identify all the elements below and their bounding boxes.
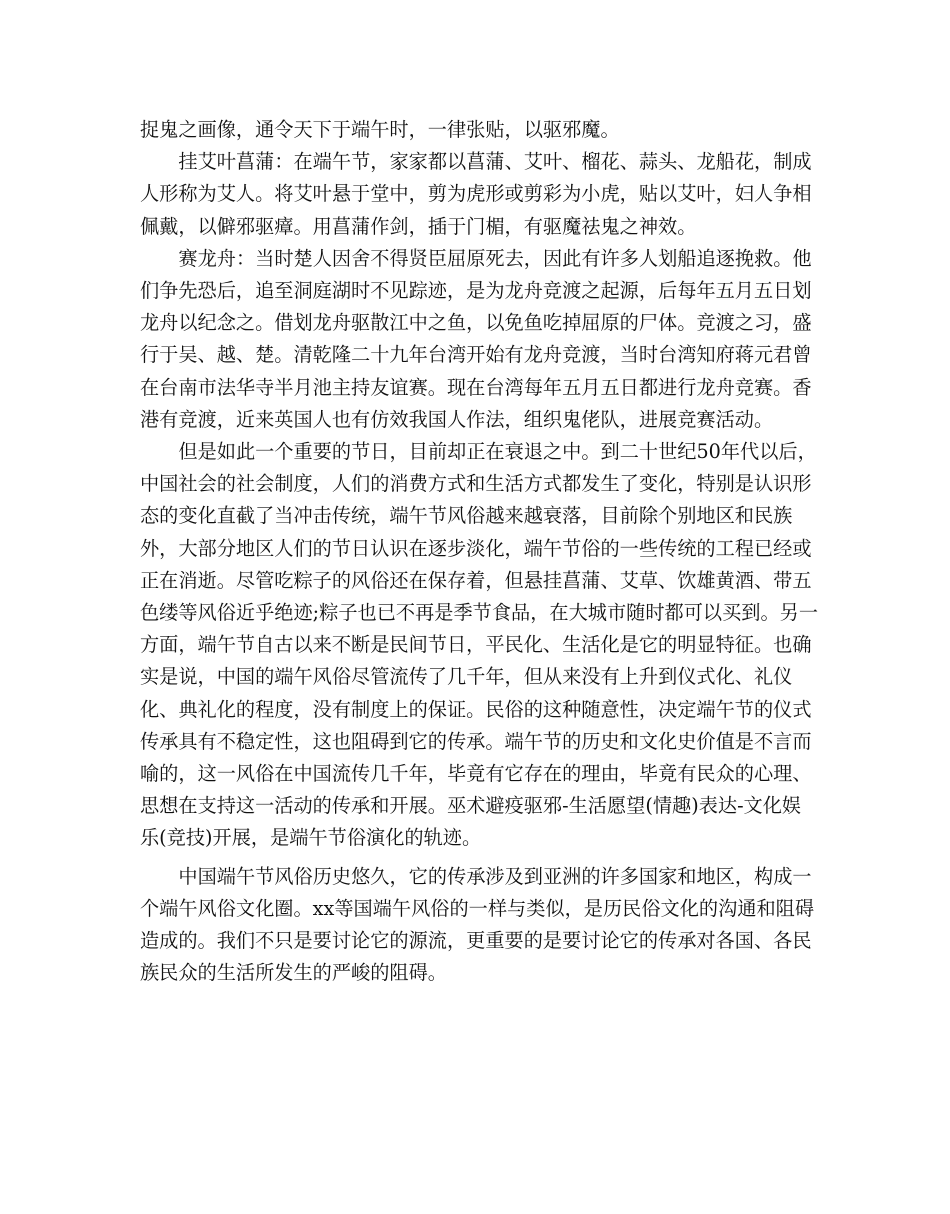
paragraph-continuation: 捉鬼之画像，通令天下于端午时，一律张贴，以驱邪魔。 [140, 118, 620, 141]
paragraph-culture-circle: 中国端午节风俗历史悠久，它的传承涉及到亚洲的许多国家和地区，构成一个端午风俗文化圈。xx等国端午风俗的一样与类似，是历民俗文化的沟通和阻碍造成的。我们不只是要讨论它的源流，更重要的是要讨论它的传承对各国、各民族民众的生活所发生的严峻的阻碍。 [140, 864, 815, 985]
paragraph-hang-mugwort: 挂艾叶菖蒲：在端午节，家家都以菖蒲、艾叶、榴花、蒜头、龙船花，制成人形称为艾人。将艾叶悬于堂中，剪为虎形或剪彩为小虎，贴以艾叶，妇人争相佩戴，以僻邪驱瘴。用菖蒲作剑，插于门楣，有驱魔祛鬼之神效。 [140, 150, 812, 238]
paragraph-decline: 但是如此一个重要的节日，目前却正在衰退之中。到二十世纪50年代以后，中国社会的社会制度，人们的消费方式和生活方式都发生了变化，特别是认识形态的变化直截了当冲击传统，端午节风俗越来越衰落，目前除个别地区和民族外，大部分地区人们的节日认识在逐步淡化，端午节俗的一些传统的工程已经或正在消逝。尽管吃粽子的风俗还在保存着，但悬挂菖蒲、艾草、饮雄黄酒、带五色缕等风俗近乎绝迹;粽子也已不再是季节食品，在大城市随时都可以买到。另一方面，端午节自古以来不断是民间节日，平民化、生活化是它的明显特征。也确实是说，中国的端午风俗尽管流传了几千年，但从来没有上升到仪式化、礼仪化、典礼化的程度，没有制度上的保证。民俗的这种随意性，决定端午节的仪式传承具有不稳定性，这也阻碍到它的传承。端午节的历史和文化史价值是不言而喻的，这一风俗在中国流传几千年，毕竟有它存在的理由，毕竟有民众的心理、思想在支持这一活动的传承和开展。巫术避疫驱邪-生活愿望(情趣)表达-文化娱乐(竞技)开展，是端午节俗演化的轨迹。 [140, 440, 819, 850]
document-body [140, 114, 820, 989]
paragraph-dragon-boat: 赛龙舟：当时楚人因舍不得贤臣屈原死去，因此有许多人划船追逐挽救。他们争先恐后，追至洞庭湖时不见踪迹，是为龙舟竞渡之起源，后每年五月五日划龙舟以纪念之。借划龙舟驱散江中之鱼，以免鱼吃掉屈原的尸体。竞渡之习，盛行于吴、越、楚。清乾隆二十九年台湾开始有龙舟竞渡，当时台湾知府蒋元君曾在台南市法华寺半月池主持友谊赛。现在台湾每年五月五日都进行龙舟竞赛。香港有竞渡，近来英国人也有仿效我国人作法，组织鬼佬队，进展竞赛活动。 [140, 246, 812, 431]
